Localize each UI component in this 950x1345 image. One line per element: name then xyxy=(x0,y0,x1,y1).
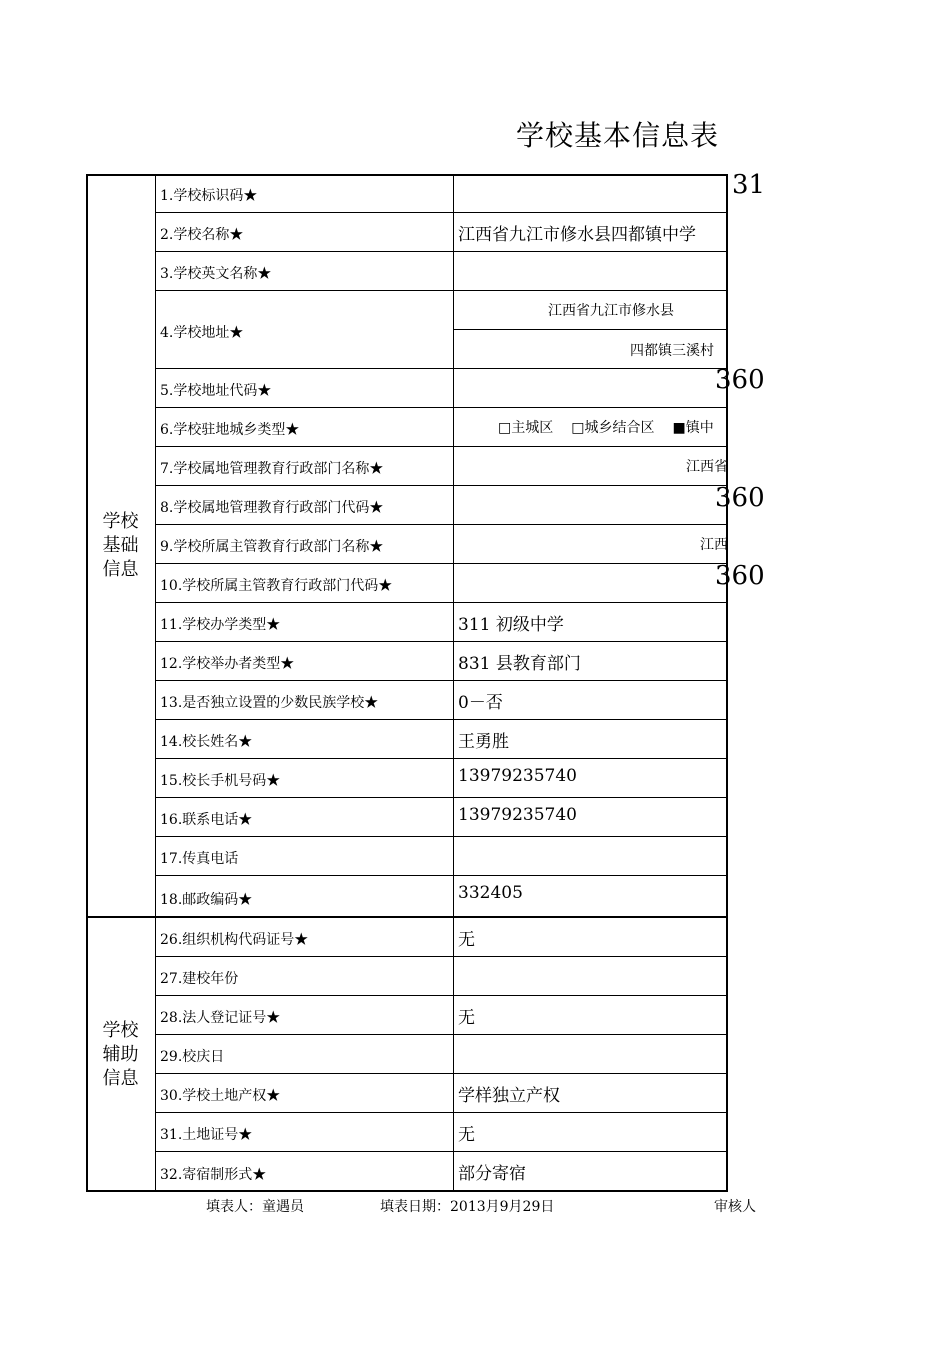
urban-rural-type-options xyxy=(454,408,728,446)
field-label: 29.校庆日 xyxy=(156,1035,454,1073)
table-row xyxy=(156,291,728,369)
table-row xyxy=(156,1035,728,1074)
table-row xyxy=(156,918,728,957)
field-label: 16.联系电话★ xyxy=(156,798,454,836)
page-title: 学校基本信息表 xyxy=(516,119,720,152)
field-value xyxy=(454,252,728,290)
table-row xyxy=(156,759,728,798)
field-label: 26.组织机构代码证号★ xyxy=(156,918,454,956)
field-label: 27.建校年份 xyxy=(156,957,454,995)
table-row xyxy=(156,447,728,486)
table-row xyxy=(156,525,728,564)
table-row xyxy=(156,996,728,1035)
table-row xyxy=(156,876,728,917)
field-label: 31.土地证号★ xyxy=(156,1113,454,1151)
table-row xyxy=(156,213,728,252)
address-line-2: 四都镇三溪村 xyxy=(630,342,714,359)
field-label: 1.学校标识码★ xyxy=(156,174,454,212)
table-row xyxy=(156,1074,728,1113)
school-info-table xyxy=(86,174,728,1192)
table-row xyxy=(156,957,728,996)
section-basic-info xyxy=(86,174,156,917)
field-value: 无 xyxy=(458,1008,475,1028)
field-value xyxy=(454,1035,728,1073)
field-value: 无 xyxy=(458,1125,475,1145)
field-label: 5.学校地址代码★ xyxy=(156,369,454,407)
overflow-text: 360 xyxy=(715,365,765,395)
table-row xyxy=(156,603,728,642)
field-value: 无 xyxy=(458,930,475,950)
field-label: 4.学校地址★ xyxy=(156,291,454,368)
field-value: 江西 xyxy=(700,537,728,553)
table-row xyxy=(156,837,728,876)
option-main-urban: □主城区 xyxy=(498,420,554,436)
field-value: 0－否 xyxy=(458,693,503,713)
field-label: 32.寄宿制形式★ xyxy=(156,1152,454,1192)
field-label: 10.学校所属主管教育行政部门代码★ xyxy=(156,564,454,602)
field-value: 13979235740 xyxy=(458,766,577,786)
field-value: 332405 xyxy=(458,883,523,903)
field-label: 6.学校驻地城乡类型★ xyxy=(156,408,454,446)
field-label: 14.校长姓名★ xyxy=(156,720,454,758)
field-label: 30.学校土地产权★ xyxy=(156,1074,454,1112)
field-label: 3.学校英文名称★ xyxy=(156,252,454,290)
field-value: 13979235740 xyxy=(458,805,577,825)
field-value xyxy=(454,837,728,875)
field-value xyxy=(454,957,728,995)
section-auxiliary-info xyxy=(86,917,156,1192)
field-value xyxy=(454,174,728,212)
table-row xyxy=(156,720,728,759)
field-value: 831 县教育部门 xyxy=(458,654,581,674)
field-label: 11.学校办学类型★ xyxy=(156,603,454,641)
field-value: 江西省 xyxy=(686,459,728,475)
field-label: 9.学校所属主管教育行政部门名称★ xyxy=(156,525,454,563)
option-town-center: ■镇中 xyxy=(672,420,714,436)
table-row xyxy=(156,1152,728,1192)
field-value: 部分寄宿 xyxy=(458,1164,526,1184)
table-row xyxy=(156,174,728,213)
table-row xyxy=(156,642,728,681)
overflow-text: 360 xyxy=(715,483,765,513)
field-label: 18.邮政编码★ xyxy=(156,876,454,917)
overflow-text: 360 xyxy=(715,561,765,591)
field-label: 15.校长手机号码★ xyxy=(156,759,454,797)
table-row xyxy=(156,369,728,408)
table-row xyxy=(156,486,728,525)
field-value: 王勇胜 xyxy=(458,732,509,752)
field-value: 江西省九江市修水县四都镇中学 xyxy=(458,225,696,245)
table-row xyxy=(156,408,728,447)
field-label: 13.是否独立设置的少数民族学校★ xyxy=(156,681,454,719)
table-row xyxy=(156,798,728,837)
footer-date: 填表日期：2013月9月29日 xyxy=(380,1199,555,1215)
section-label: 学校辅助信息 xyxy=(102,1019,139,1089)
field-label: 8.学校属地管理教育行政部门代码★ xyxy=(156,486,454,524)
field-label: 12.学校举办者类型★ xyxy=(156,642,454,680)
field-label: 7.学校属地管理教育行政部门名称★ xyxy=(156,447,454,485)
field-value: 311 初级中学 xyxy=(458,615,564,635)
section-label: 学校基础信息 xyxy=(102,510,139,580)
table-row xyxy=(156,252,728,291)
table-row xyxy=(156,1113,728,1152)
field-value xyxy=(454,486,728,524)
footer-reviewer: 审核人 xyxy=(714,1199,756,1215)
overflow-text: 31 xyxy=(732,170,766,200)
field-value xyxy=(454,564,728,602)
footer-filler: 填表人：童遇员 xyxy=(206,1199,304,1215)
address-line-1: 江西省九江市修水县 xyxy=(454,291,728,330)
field-label: 17.传真电话 xyxy=(156,837,454,875)
field-label: 28.法人登记证号★ xyxy=(156,996,454,1034)
field-label: 2.学校名称★ xyxy=(156,213,454,251)
field-value xyxy=(454,369,728,407)
field-value: 学样独立产权 xyxy=(458,1086,560,1106)
table-row xyxy=(156,681,728,720)
table-row xyxy=(156,564,728,603)
option-urban-rural-fringe: □城乡结合区 xyxy=(571,420,655,436)
